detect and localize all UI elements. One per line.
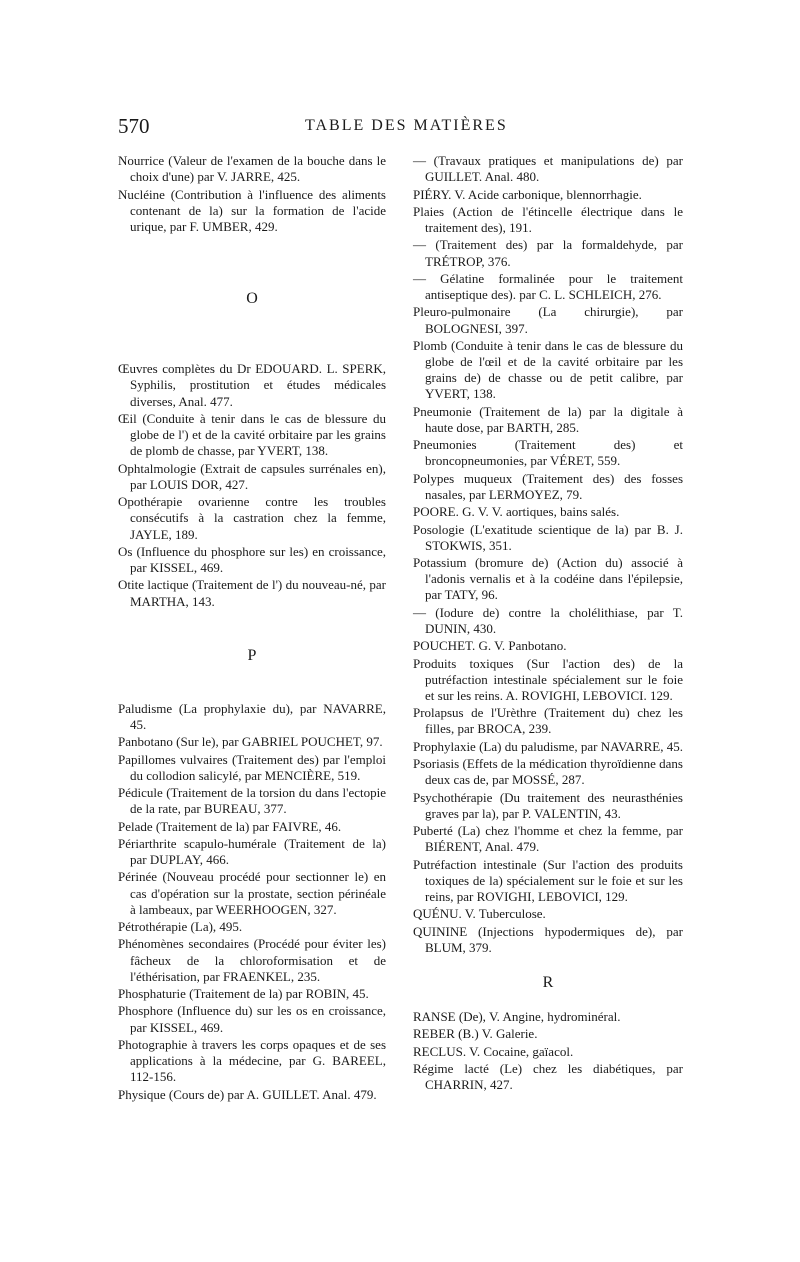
- index-entry: Os (Influence du phosphore sur les) en croissance, par KISSEL, 469.: [118, 543, 386, 576]
- index-entry: Puberté (La) chez l'homme et chez la femme, par BIÉRENT, Anal. 479.: [413, 823, 683, 855]
- section-letter-p: P: [247, 646, 257, 664]
- index-entry: POORE. G. V. V. aortiques, bains salés.: [413, 504, 620, 520]
- index-entry: Posologie (L'exatitude scientique de la) par B. J. STOKWIS, 351.: [413, 521, 683, 553]
- index-entry: — (Iodure de) contre la cholélithiase, par T. DUNIN, 430.: [413, 604, 683, 636]
- section-letter-r: R: [542, 974, 554, 991]
- index-entry: QUININE (Injections hypodermiques de), par BLUM, 379.: [413, 923, 683, 955]
- index-entry: RANSE (De), V. Angine, hydrominéral.: [413, 1009, 621, 1024]
- index-entry: Physique (Cours de) par A. GUILLET. Anal. 479.: [118, 1086, 377, 1102]
- index-entry: Opothérapie ovarienne contre les troubles consécutifs à la castration chez la femme, JAYLE, 189.: [118, 494, 386, 542]
- index-entry: Putréfaction intestinale (Sur l'action des produits toxiques de la) spécialement sur le foie et sur les reins, par ROVIGHI, LEBOVICI, 129.: [413, 856, 683, 904]
- index-entry: — (Traitement des) par la formaldehyde, par TRÉTROP, 376.: [413, 237, 683, 269]
- index-entry: Pneumonie (Traitement de la) par la digitale à haute dose, par BARTH, 285.: [413, 403, 683, 435]
- index-entry: Photographie à travers les corps opaques et de ses applications à la médecine, par G. BAREEL, 112-156.: [118, 1036, 386, 1085]
- index-entry: Phosphore (Influence du) sur les os en croissance, par KISSEL, 469.: [118, 1003, 386, 1035]
- index-entry: RECLUS. V. Cocaine, gaïacol.: [413, 1043, 574, 1059]
- index-entry: Nucléine (Contribution à l'influence des aliments contenant de la) sur la formation de l'acide urique, par F. UMBER, 429.: [118, 186, 386, 234]
- index-entry: Phénomènes secondaires (Procédé pour éviter les) fâcheux de la chloroformisation et de l'éthérisation, par FRAENKEL, 235.: [118, 936, 386, 984]
- index-entry: Œil (Conduite à tenir dans le cas de blessure du globe de l') et de la cavité orbitaire par les grains de plomb de chasse, par YVERT, 138.: [118, 410, 386, 459]
- index-entry: Plaies (Action de l'étincelle électrique dans le traitement des), 191.: [413, 203, 683, 235]
- index-entry: Panbotano (Sur le), par GABRIEL POUCHET, 97.: [118, 734, 383, 750]
- index-entry: Pelade (Traitement de la) par FAIVRE, 46.: [118, 818, 342, 834]
- index-entry: Psoriasis (Effets de la médication thyroïdienne dans deux cas de, par MOSSÉ, 287.: [413, 756, 683, 788]
- page-number: 570: [118, 114, 150, 138]
- index-entry: Psychothérapie (Du traitement des neurasthénies graves par la), par P. VALENTIN, 43.: [413, 789, 683, 821]
- index-entry: Périarthrite scapulo-humérale (Traitement de la) par DUPLAY, 466.: [118, 835, 386, 868]
- section-letter-o: O: [246, 289, 258, 307]
- index-entry: Pneumonies (Traitement des) et broncopneumonies, par VÉRET, 559.: [413, 437, 683, 469]
- index-entry: Pédicule (Traitement de la torsion du dans l'ectopie de la rate, par BUREAU, 377.: [118, 785, 386, 817]
- index-entry: QUÉNU. V. Tuberculose.: [413, 906, 546, 922]
- index-entry: Prophylaxie (La) du paludisme, par NAVARRE, 45.: [413, 738, 683, 754]
- index-entry: Otite lactique (Traitement de l') du nouveau-né, par MARTHA, 143.: [118, 577, 386, 609]
- index-entry: Pétrothérapie (La), 495.: [118, 919, 243, 935]
- index-entry: Ophtalmologie (Extrait de capsules surrénales en), par LOUIS DOR, 427.: [118, 460, 386, 492]
- index-entry: Polypes muqueux (Traitement des) des fosses nasales, par LERMOYEZ, 79.: [413, 470, 683, 502]
- index-entry: Œuvres complètes du Dr EDOUARD. L. SPERK, Syphilis, prostitution et études médicales diverses, Anal. 477.: [118, 361, 386, 409]
- index-entry: — Gélatine formalinée pour le traitement antiseptique des). par C. L. SCHLEICH, 276.: [413, 270, 683, 302]
- index-entry: Potassium (bromure de) (Action du) associé à l'adonis vernalis et à la codéine dans l'épilepsie, par TATY, 96.: [413, 555, 683, 603]
- left-column: [118, 153, 386, 1104]
- index-entry: REBER (B.) V. Galerie.: [413, 1026, 538, 1042]
- index-entry: POUCHET. G. V. Panbotano.: [413, 638, 567, 654]
- index-entry: Papillomes vulvaires (Traitement des) par l'emploi du collodion salicylé, par MENCIÈRE, 519.: [118, 751, 386, 783]
- index-entry: Périnée (Nouveau procédé pour sectionner le) en cas d'opération sur la prostate, section périnéale à lambeaux, par WEERHOOGEN, 327.: [118, 869, 386, 917]
- index-entry: Pleuro-pulmonaire (La chirurgie), par BOLOGNESI, 397.: [413, 304, 683, 336]
- index-entry: Produits toxiques (Sur l'action des) de la putréfaction intestinale spécialement sur le foie et sur les reins. A. ROVIGHI, LEBOVICI. 129.: [413, 655, 683, 703]
- index-entry: Prolapsus de l'Urèthre (Traitement du) chez les filles, par BROCA, 239.: [413, 705, 683, 737]
- running-title: TABLE DES MATIÈRES: [305, 117, 508, 134]
- index-entry: PIÉRY. V. Acide carbonique, blennorrhagie.: [413, 186, 642, 202]
- index-entry: Phosphaturie (Traitement de la) par ROBIN, 45.: [118, 986, 369, 1002]
- index-entry: Paludisme (La prophylaxie du), par NAVARRE, 45.: [118, 700, 386, 733]
- index-entry: Régime lacté (Le) chez les diabétiques, par CHARRIN, 427.: [413, 1060, 683, 1093]
- index-entry: — (Travaux pratiques et manipulations de) par GUILLET. Anal. 480.: [413, 153, 683, 185]
- right-column: [413, 153, 683, 1094]
- index-entry: Plomb (Conduite à tenir dans le cas de blessure du globe de l'œil et de la cavité orbitaire par les grains de) de chasse ou de petit calibre, par YVERT, 138.: [413, 337, 683, 402]
- index-entry: Nourrice (Valeur de l'examen de la bouche dans le choix d'une) par V. JARRE, 425.: [118, 153, 386, 185]
